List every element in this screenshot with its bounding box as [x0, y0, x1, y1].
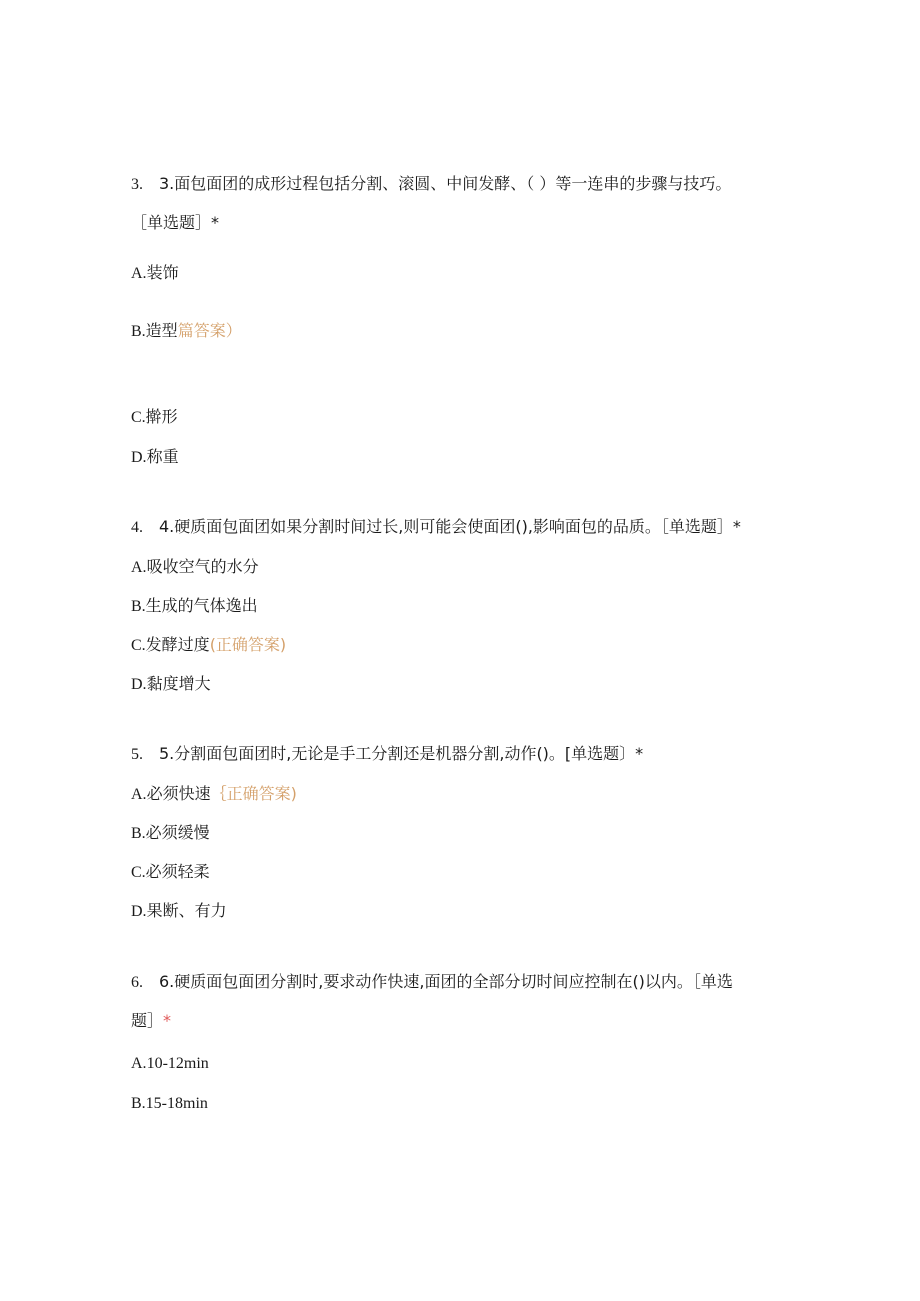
option-text: 生成的气体逸出: [145, 596, 258, 615]
question-3-option-b: [131, 320, 242, 343]
question-5-index: 5.: [131, 746, 143, 763]
question-5-title: [131, 743, 643, 766]
question-4-title: [131, 516, 741, 539]
answer-note: ｛正确答案): [210, 784, 297, 803]
question-4-option-d: [131, 673, 211, 696]
option-text: 造型: [145, 321, 178, 340]
question-3-type-label: ［单选题］*: [131, 213, 220, 232]
option-letter: A.: [131, 1055, 147, 1072]
question-3-title: [131, 173, 731, 196]
option-text: 必须轻柔: [145, 862, 210, 881]
question-5-option-d: [131, 900, 227, 923]
option-text: 必须缓慢: [145, 823, 210, 842]
question-4-index: 4.: [131, 519, 143, 536]
option-letter: A.: [131, 265, 147, 282]
question-6-type-label: 题］: [131, 1011, 164, 1030]
question-4-option-c: [131, 634, 286, 657]
question-4-text: 4.硬质面包面团如果分割时间过长,则可能会使面团(),影响面包的品质。［单选题］*: [159, 517, 741, 536]
required-star: *: [163, 1011, 172, 1030]
question-5-text: 5.分割面包面团时,无论是手工分割还是机器分割,动作()。[单选题〕*: [159, 744, 644, 763]
option-letter: C.: [131, 637, 146, 654]
option-text: 必须快速: [146, 784, 211, 803]
option-letter: B.: [131, 825, 146, 842]
question-3-index: 3.: [131, 176, 143, 193]
question-6-type: [131, 1010, 171, 1032]
answer-note: 篇答案）: [177, 321, 242, 340]
option-text: 装饰: [146, 263, 179, 282]
option-letter: A.: [131, 559, 147, 576]
question-5-option-c: [131, 861, 210, 884]
option-text: 10-12min: [146, 1055, 209, 1072]
question-3-option-c: [131, 406, 178, 429]
option-letter: D.: [131, 449, 147, 466]
option-text: 称重: [146, 447, 179, 466]
question-5-option-b: [131, 822, 210, 845]
option-letter: D.: [131, 676, 147, 693]
question-4-option-b: [131, 595, 258, 618]
question-3-type: [131, 212, 219, 234]
option-letter: A.: [131, 786, 147, 803]
option-letter: D.: [131, 903, 147, 920]
question-3-option-d: [131, 446, 179, 469]
question-3-option-a: [131, 262, 179, 285]
option-letter: B.: [131, 598, 146, 615]
option-letter: B.: [131, 323, 146, 340]
option-letter: C.: [131, 864, 146, 881]
option-text: 吸收空气的水分: [146, 557, 259, 576]
question-6-index: 6.: [131, 974, 143, 991]
question-6-option-a: [131, 1052, 209, 1075]
option-text: 黏度增大: [146, 674, 211, 693]
option-text: 15-18min: [145, 1095, 208, 1112]
option-letter: B.: [131, 1095, 146, 1112]
question-6-title: [131, 971, 733, 994]
option-text: 果断、有力: [146, 901, 227, 920]
question-6-option-b: [131, 1092, 208, 1115]
option-text: 擀形: [145, 407, 178, 426]
answer-note: (正确答案): [209, 635, 287, 654]
question-6-text: 6.硬质面包面团分割时,要求动作快速,面团的全部分切时间应控制在()以内。［单选: [159, 972, 733, 991]
question-5-option-a: [131, 783, 297, 806]
option-letter: C.: [131, 409, 146, 426]
option-text: 发酵过度: [145, 635, 210, 654]
question-3-text: 3.面包面团的成形过程包括分割、滚圆、中间发酵、（ ）等一连串的步骤与技巧。: [159, 174, 732, 193]
question-4-option-a: [131, 556, 259, 579]
